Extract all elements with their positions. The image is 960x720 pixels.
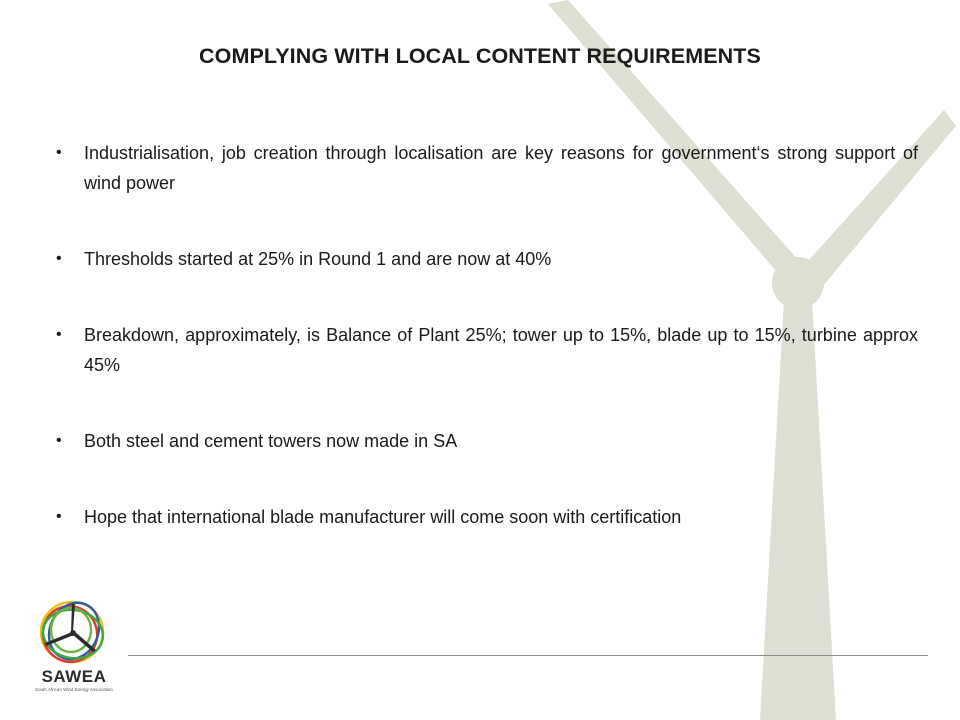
footer-divider bbox=[128, 655, 928, 656]
wind-turbine-rings-icon bbox=[34, 596, 112, 668]
bullet-item bbox=[56, 502, 918, 532]
bullet-text: Breakdown, approximately, is Balance of Plant 25%; tower up to 15%, blade up to 15%, turbine approx 45% bbox=[84, 325, 918, 375]
bullet-item bbox=[56, 138, 918, 198]
bullet-item bbox=[56, 426, 918, 456]
bullet-marker: • bbox=[56, 432, 62, 449]
logo-wordmark: SAWEA bbox=[41, 667, 107, 686]
bullet-marker: • bbox=[56, 144, 62, 161]
bullet-text: Both steel and cement towers now made in SA bbox=[84, 431, 458, 451]
bullet-list bbox=[56, 138, 918, 532]
bullet-marker: • bbox=[56, 250, 62, 267]
bullet-text: Thresholds started at 25% in Round 1 and are now at 40% bbox=[84, 249, 552, 269]
slide-title: COMPLYING WITH LOCAL CONTENT REQUIREMENTS bbox=[199, 44, 761, 68]
bullet-text: Industrialisation, job creation through localisation are key reasons for government‘s strong support of wind power bbox=[84, 143, 918, 193]
bullet-marker: • bbox=[56, 326, 62, 343]
bullet-text: Hope that international blade manufacturer will come soon with certification bbox=[84, 507, 682, 527]
logo-subtitle: South African Wind Energy Association bbox=[35, 687, 113, 692]
bullet-marker: • bbox=[56, 508, 62, 525]
bullet-item bbox=[56, 320, 918, 380]
sawea-logo bbox=[26, 596, 122, 700]
bullet-item bbox=[56, 244, 918, 274]
